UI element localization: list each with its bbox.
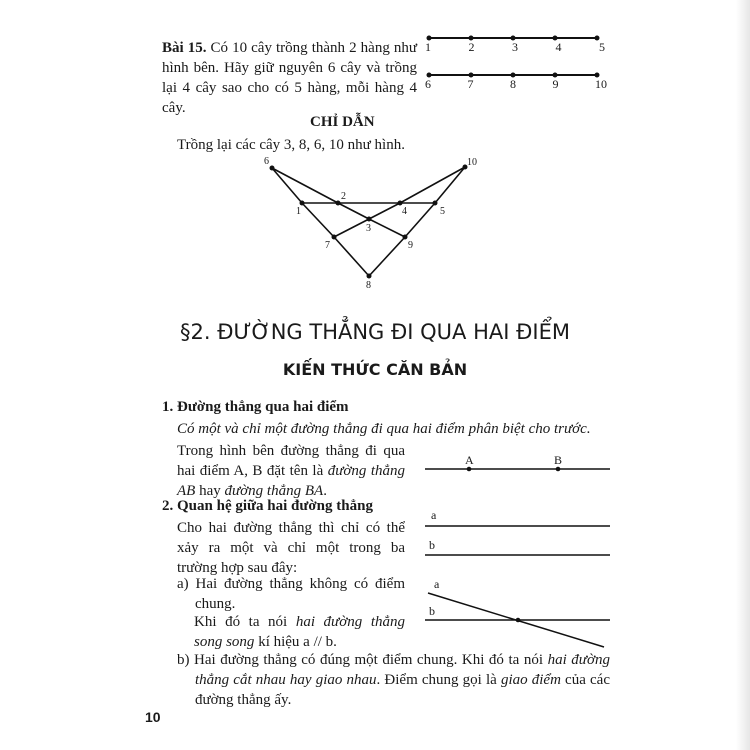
point-label: 10 — [467, 157, 477, 168]
point-label: 2 — [468, 40, 475, 54]
case-a-note — [194, 612, 405, 652]
row1-labels — [425, 40, 605, 55]
exercise-number: Bài 15. — [162, 40, 207, 56]
line-a-label: a — [431, 508, 437, 522]
point-label: 3 — [366, 223, 371, 234]
part1-text — [177, 441, 405, 501]
term: hai đường thẳng cắt nhau hay giao nhau — [195, 652, 610, 688]
point-label: 1 — [425, 40, 431, 54]
point-label: 9 — [552, 77, 559, 91]
point-b-label: B — [554, 453, 563, 467]
point-label: 6 — [425, 77, 431, 91]
point-label: 10 — [595, 77, 607, 91]
exercise-body: Có 10 cây trồng thành 2 hàng như hình bên. Hãy giữ nguyên 6 cây và trồng lại 4 cây sao cho có 5 hàng, mỗi hàng 4 cây. — [162, 40, 417, 116]
case-b — [177, 650, 610, 710]
point-label: 8 — [510, 77, 516, 91]
point-label: 7 — [467, 77, 474, 91]
text: b) Hai đường thẳng có đúng một điểm chung. Khi đó ta nói — [177, 652, 548, 668]
term: giao điểm — [500, 672, 561, 688]
text: . Điểm chung gọi là — [376, 672, 501, 688]
row2-labels — [425, 77, 607, 92]
line-b-label: b — [429, 604, 435, 618]
term: hai đường thẳng song song — [194, 614, 405, 650]
line-b-label: b — [429, 538, 435, 552]
text: của các đường thẳng ấy. — [195, 672, 610, 708]
point-label: 7 — [325, 240, 330, 251]
text: Trong hình bên đường thẳng đi qua hai điểm A, B đặt tên là — [177, 443, 405, 479]
point-label: 5 — [599, 40, 605, 54]
point-label: 2 — [341, 191, 346, 202]
point-label: 4 — [402, 206, 407, 217]
text: . — [323, 483, 327, 499]
part1-statement: Có một và chỉ một đường thẳng đi qua hai điểm phân biệt cho trước. — [177, 421, 591, 437]
part2-heading: 2. Quan hệ giữa hai đường thẳng — [162, 498, 373, 514]
point-label: 4 — [555, 40, 562, 54]
point-label: 6 — [264, 156, 269, 167]
star-diagram — [272, 167, 465, 276]
point-label: 5 — [440, 206, 445, 217]
case-a: a) Hai đường thẳng không có điểm chung. — [177, 576, 405, 612]
point-label: 3 — [512, 40, 518, 54]
section-subtitle: KIẾN THỨC CĂN BẢN — [282, 360, 468, 379]
point-label: 1 — [296, 206, 301, 217]
text: Khi đó ta nói — [194, 614, 296, 630]
text: kí hiệu a // b. — [254, 634, 337, 650]
page-number: 10 — [145, 709, 161, 725]
hint-title: CHỈ DẪN — [310, 114, 375, 130]
point-label: 9 — [408, 240, 413, 251]
point-label: 8 — [366, 280, 371, 291]
term: đường thẳng BA — [224, 483, 324, 499]
term: đường thẳng AB — [177, 463, 405, 499]
part1-heading: 1. Đường thẳng qua hai điểm — [162, 399, 349, 415]
section-title: §2. ĐƯỜNG THẲNG ĐI QUA HAI ĐIỂM — [180, 320, 570, 344]
part2-intro: Cho hai đường thẳng thì chỉ có thể xảy ra một và chỉ một trong ba trường hợp sau đây: — [177, 520, 405, 576]
parallel-lines-diagram — [425, 526, 610, 555]
hint-text: Trồng lại các cây 3, 8, 6, 10 như hình. — [177, 137, 405, 153]
point-a-label: A — [465, 453, 474, 467]
text: hay — [195, 483, 225, 499]
line-a-label: a — [434, 577, 440, 591]
